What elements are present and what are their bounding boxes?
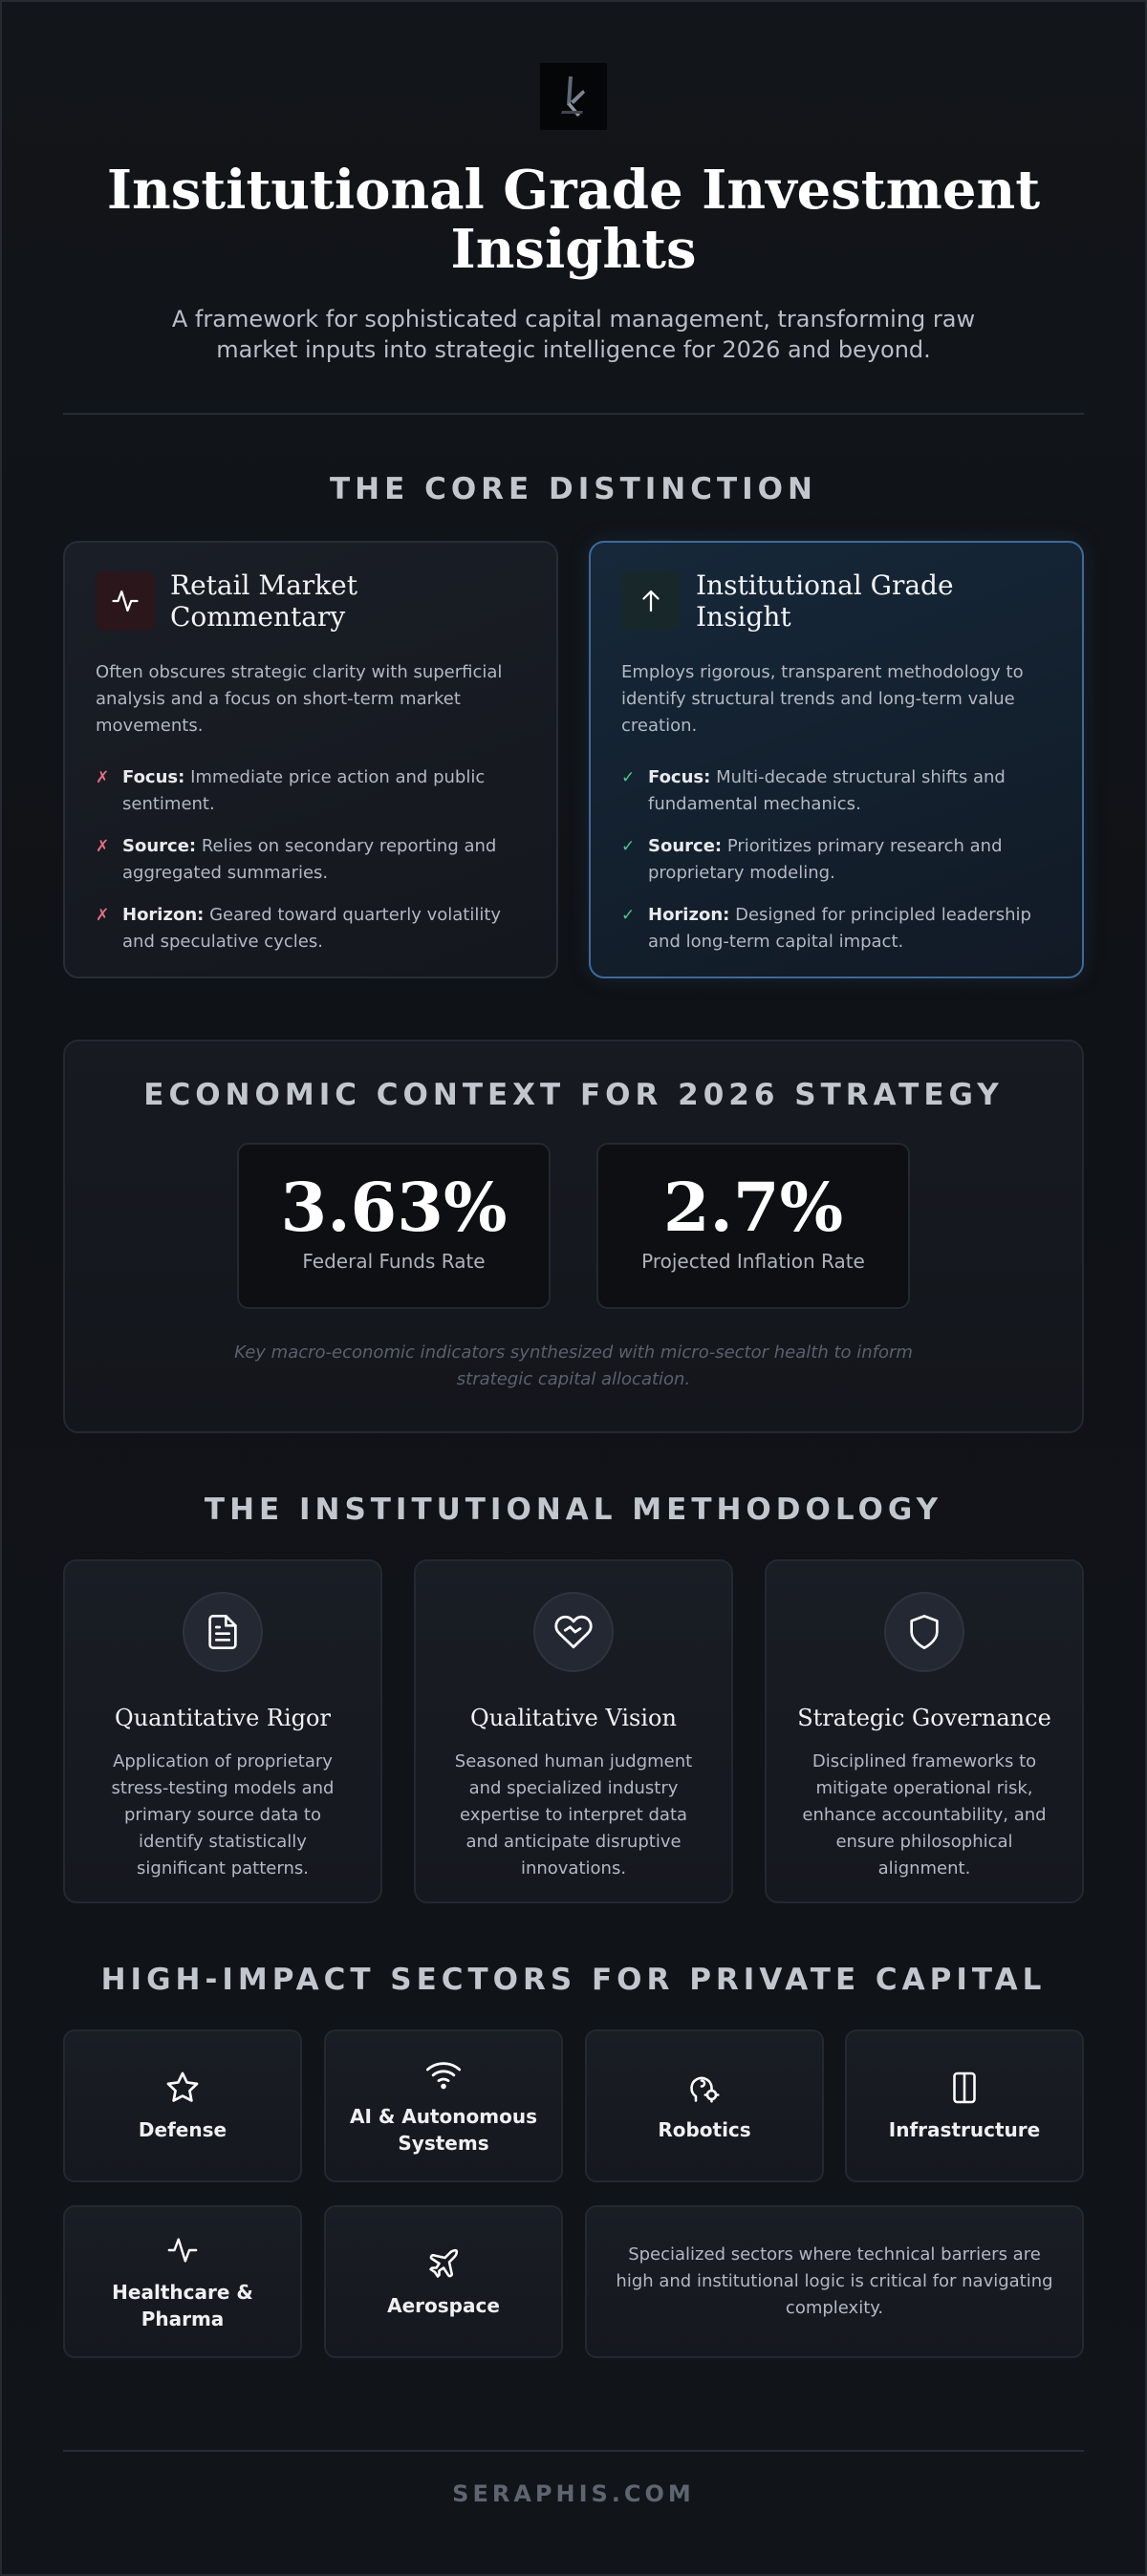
footer-link[interactable]: SERAPHIS.COM <box>452 2480 695 2507</box>
stat-label: Projected Inflation Rate <box>641 1250 865 1273</box>
sector-card-defense <box>63 2029 302 2182</box>
method-card-description: Disciplined frameworks to mitigate operational risk, enhance accountability, and ensure philosophical alignment. <box>802 1751 1047 1878</box>
institutional-card-title: Institutional Grade Insight <box>696 569 954 633</box>
document-icon <box>183 1592 263 1672</box>
page-title: Institutional Grade Investment Insights <box>106 159 1041 281</box>
method-card-title: Strategic Governance <box>797 1705 1051 1731</box>
stat-label: Federal Funds Rate <box>302 1250 486 1273</box>
heart-icon <box>533 1592 614 1672</box>
list-item: ✗ Horizon: Geared toward quarterly volatility and speculative cycles. <box>96 902 526 955</box>
sectors-note: Specialized sectors where technical barriers are high and institutional logic is critical for navigating complexity. <box>585 2205 1084 2358</box>
list-item: ✓ Focus: Multi-decade structural shifts and fundamental mechanics. <box>621 764 1051 818</box>
activity-icon <box>96 571 155 631</box>
list-item: ✗ Focus: Immediate price action and public sentiment. <box>96 764 526 818</box>
cross-icon: ✗ <box>96 906 110 925</box>
stat-projected-inflation <box>596 1143 910 1309</box>
institutional-card-description: Employs rigorous, transparent methodology to identify structural trends and long-term value creation. <box>621 662 1024 736</box>
logo-mark-icon <box>554 73 593 120</box>
sector-card-infrastructure <box>845 2029 1084 2182</box>
method-card-description: Seasoned human judgment and specialized industry expertise to interpret data and anticipate disruptive innovations. <box>454 1751 693 1878</box>
method-card-qualitative <box>414 1559 733 1903</box>
core-distinction-title: THE CORE DISTINCTION <box>330 472 817 506</box>
method-card-title: Quantitative Rigor <box>115 1705 331 1731</box>
sector-card-aerospace <box>324 2205 563 2358</box>
plane-icon <box>426 2244 461 2283</box>
method-card-title: Qualitative Vision <box>470 1705 677 1731</box>
list-item: ✓ Source: Prioritizes primary research and proprietary modeling. <box>621 833 1051 887</box>
cross-icon: ✗ <box>96 837 110 856</box>
economic-note: Key macro-economic indicators synthesized with micro-sector health to inform strategic capital allocation. <box>234 1342 913 1389</box>
sector-card-robotics <box>585 2029 824 2182</box>
footer-divider <box>63 2450 1084 2452</box>
sector-name: Defense <box>138 2118 227 2141</box>
institutional-card-list <box>621 764 1051 955</box>
method-card-description: Application of proprietary stress-testing models and primary source data to identify statistically significant patterns. <box>111 1751 335 1878</box>
list-item: ✓ Horizon: Designed for principled leadership and long-term capital impact. <box>621 902 1051 955</box>
shield-icon <box>884 1592 964 1672</box>
check-icon: ✓ <box>621 906 636 925</box>
arrow-up-icon <box>621 571 681 631</box>
economic-context-title: ECONOMIC CONTEXT FOR 2026 STRATEGY <box>143 1078 1004 1112</box>
sector-name: Robotics <box>658 2118 751 2141</box>
page-subtitle: A framework for sophisticated capital management, transforming raw market inputs into strategic intelligence for 2026 and beyond. <box>171 306 976 363</box>
method-card-governance <box>765 1559 1084 1903</box>
sector-name: AI & Autonomous Systems <box>349 2105 537 2155</box>
star-icon <box>164 2069 201 2107</box>
sector-name: Infrastructure <box>888 2118 1041 2141</box>
list-item: ✗ Source: Relies on secondary reporting and aggregated summaries. <box>96 833 526 887</box>
sectors-title: HIGH-IMPACT SECTORS FOR PRIVATE CAPITAL <box>100 1963 1047 1997</box>
check-icon: ✓ <box>621 837 636 856</box>
divider <box>63 413 1084 415</box>
stat-federal-funds-rate <box>237 1143 551 1309</box>
stat-value: 2.7% <box>662 1168 844 1247</box>
cross-icon: ✗ <box>96 768 110 787</box>
sector-card-healthcare <box>63 2205 302 2358</box>
sector-card-ai <box>324 2029 563 2182</box>
retail-card-title: Retail Market Commentary <box>170 569 357 633</box>
retail-card-list <box>96 764 526 955</box>
methodology-title: THE INSTITUTIONAL METHODOLOGY <box>204 1492 943 1527</box>
pulse-icon <box>164 2231 201 2269</box>
sector-name: Aerospace <box>387 2294 500 2317</box>
method-card-quantitative <box>63 1559 382 1903</box>
retail-card-description: Often obscures strategic clarity with superficial analysis and a focus on short-term market movements. <box>96 662 503 736</box>
brain-gear-icon <box>687 2069 722 2107</box>
logo <box>540 63 607 130</box>
panel-icon <box>949 2069 980 2107</box>
sector-name: Healthcare & Pharma <box>112 2281 253 2330</box>
retail-commentary-card <box>63 541 558 978</box>
institutional-insight-card <box>589 541 1084 978</box>
check-icon: ✓ <box>621 768 636 787</box>
wifi-icon <box>424 2055 463 2093</box>
stat-value: 3.63% <box>280 1168 508 1247</box>
